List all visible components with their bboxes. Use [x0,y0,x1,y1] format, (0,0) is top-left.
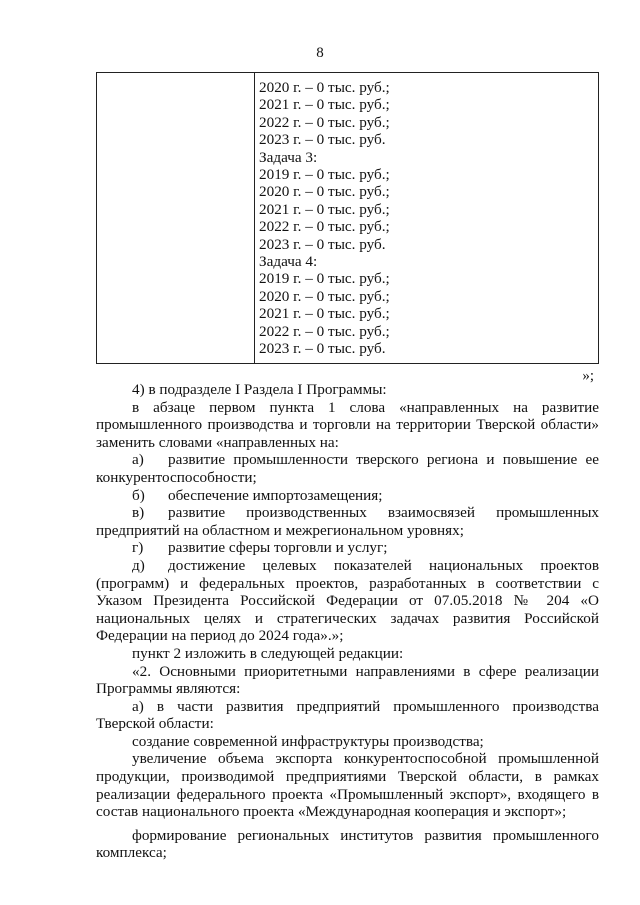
table-line: Задача 3: [259,148,318,166]
table-column-divider [254,73,255,363]
table-line: 2021 г. – 0 тыс. руб.; [259,200,390,218]
list-item-letter: г) [132,539,144,557]
list-item-letter: в) [132,504,145,522]
table-line: 2021 г. – 0 тыс. руб.; [259,305,390,323]
list-item-text: обеспечение импортозамещения; [168,486,383,504]
table-line: 2020 г. – 0 тыс. руб.; [259,183,390,201]
table-line: 2022 г. – 0 тыс. руб.; [259,322,390,340]
paragraph-infrastructure: создание современной инфраструктуры производства; [132,732,484,750]
list-item-letter: а) [132,451,144,469]
paragraph-export: увеличение объема экспорта конкурентоспособной промышленной продукции, производимой предприятиями Тверской области, в рамках реализации федерального проекта «Промышленный экспорт», входящего в состав национального проекта «Международная кооперация и экспорт»; [96,750,599,821]
list-item [96,487,599,505]
list-item-letter: б) [132,486,145,504]
table-financing-lines [259,79,390,358]
financing-table [96,72,599,364]
paragraph-item-4: 4) в подразделе I Раздела I Программы: [132,381,387,398]
table-line: 2022 г. – 0 тыс. руб.; [259,218,390,236]
table-line: 2023 г. – 0 тыс. руб. [259,340,386,358]
list-item-text: достижение целевых показателей национальных проектов (программ) и федеральных проектов, разработанных в соответствии с Указом Президента Российской Федерации от 07.05.2018 № 204 «О национальных целях и стратегических задачах развития Российской Федерации на период до 2024 года».»; [96,556,599,645]
list-item [96,451,599,486]
paragraph-point-2: пункт 2 изложить в следующей редакции: [132,644,404,662]
list-item-text: развитие сферы торговли и услуг; [168,539,388,557]
list-item [96,539,599,557]
list-item-letter: д) [132,556,145,574]
list-item [96,557,599,645]
list-item [96,504,599,539]
table-line: 2021 г. – 0 тыс. руб.; [259,96,390,114]
table-line: 2020 г. – 0 тыс. руб.; [259,79,390,96]
table-line: Задача 4: [259,253,318,271]
paragraph-section-a: а) в части развития предприятий промышленного производства Тверской области: [96,697,599,733]
paragraph-amendment-intro: в абзаце первом пункта 1 слова «направленных на развитие промышленного производства и торговли на территории Тверской области» заменить словами «направленных на: [96,398,599,451]
table-line: 2023 г. – 0 тыс. руб. [259,131,386,149]
table-line: 2019 г. – 0 тыс. руб.; [259,270,390,288]
table-line: 2019 г. – 0 тыс. руб.; [259,166,390,184]
table-line: 2022 г. – 0 тыс. руб.; [259,113,390,131]
table-line: 2020 г. – 0 тыс. руб.; [259,287,390,305]
document-body [96,381,599,862]
list-item-text: развитие производственных взаимосвязей промышленных предприятий на областном и межрегиональном уровнях; [96,504,599,539]
page-number: 8 [316,45,324,61]
paragraph-institutes: формирование региональных институтов развития промышленного комплекса; [96,826,599,862]
list-item-text: развитие промышленности тверского региона и повышение ее конкурентоспособности; [96,451,599,486]
table-line: 2023 г. – 0 тыс. руб. [259,235,386,253]
closing-quote: »; [582,368,594,384]
paragraph-main-directions: «2. Основными приоритетными направлениями в сфере реализации Программы являются: [96,662,599,698]
